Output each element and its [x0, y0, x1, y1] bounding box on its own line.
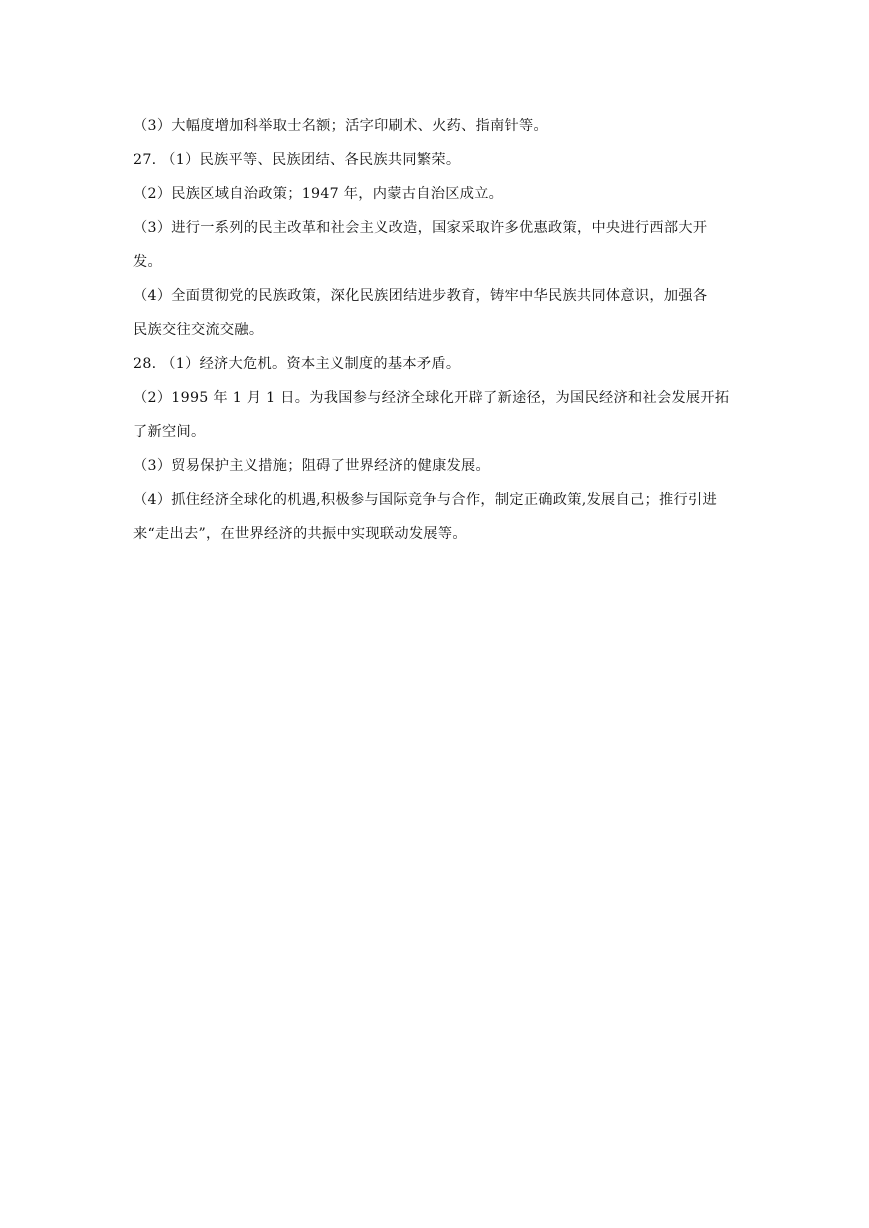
- text-line: （3）大幅度增加科举取士名额；活字印刷术、火药、指南针等。: [133, 118, 548, 134]
- text-line: （4）抓住经济全球化的机遇,积极参与国际竞争与合作，制定正确政策,发展自己；推行引进: [133, 492, 717, 508]
- text-line: 27. （1）民族平等、民族团结、各民族共同繁荣。: [133, 152, 461, 168]
- text-line: （2）1995 年 1 月 1 日。为我国参与经济全球化开辟了新途径，为国民经济和社会发展开拓: [133, 390, 730, 406]
- text-line: （4）全面贯彻党的民族政策，深化民族团结进步教育，铸牢中华民族共同体意识，加强各: [133, 288, 708, 304]
- text-line: （3）贸易保护主义措施；阻碍了世界经济的健康发展。: [133, 458, 491, 474]
- text-line: 发。: [133, 254, 162, 270]
- text-line: 28. （1）经济大危机。资本主义制度的基本矛盾。: [133, 356, 461, 372]
- text-line: 民族交往交流交融。: [133, 322, 264, 338]
- text-line: （2）民族区域自治政策；1947 年，内蒙古自治区成立。: [133, 186, 504, 202]
- text-line: 来“走出去”，在世界经济的共振中实现联动发展等。: [133, 526, 467, 542]
- text-line: 了新空间。: [133, 424, 206, 440]
- answer-text-block: [133, 109, 739, 551]
- text-line: （3）进行一系列的民主改革和社会主义改造，国家采取许多优惠政策，中央进行西部大开: [133, 220, 708, 236]
